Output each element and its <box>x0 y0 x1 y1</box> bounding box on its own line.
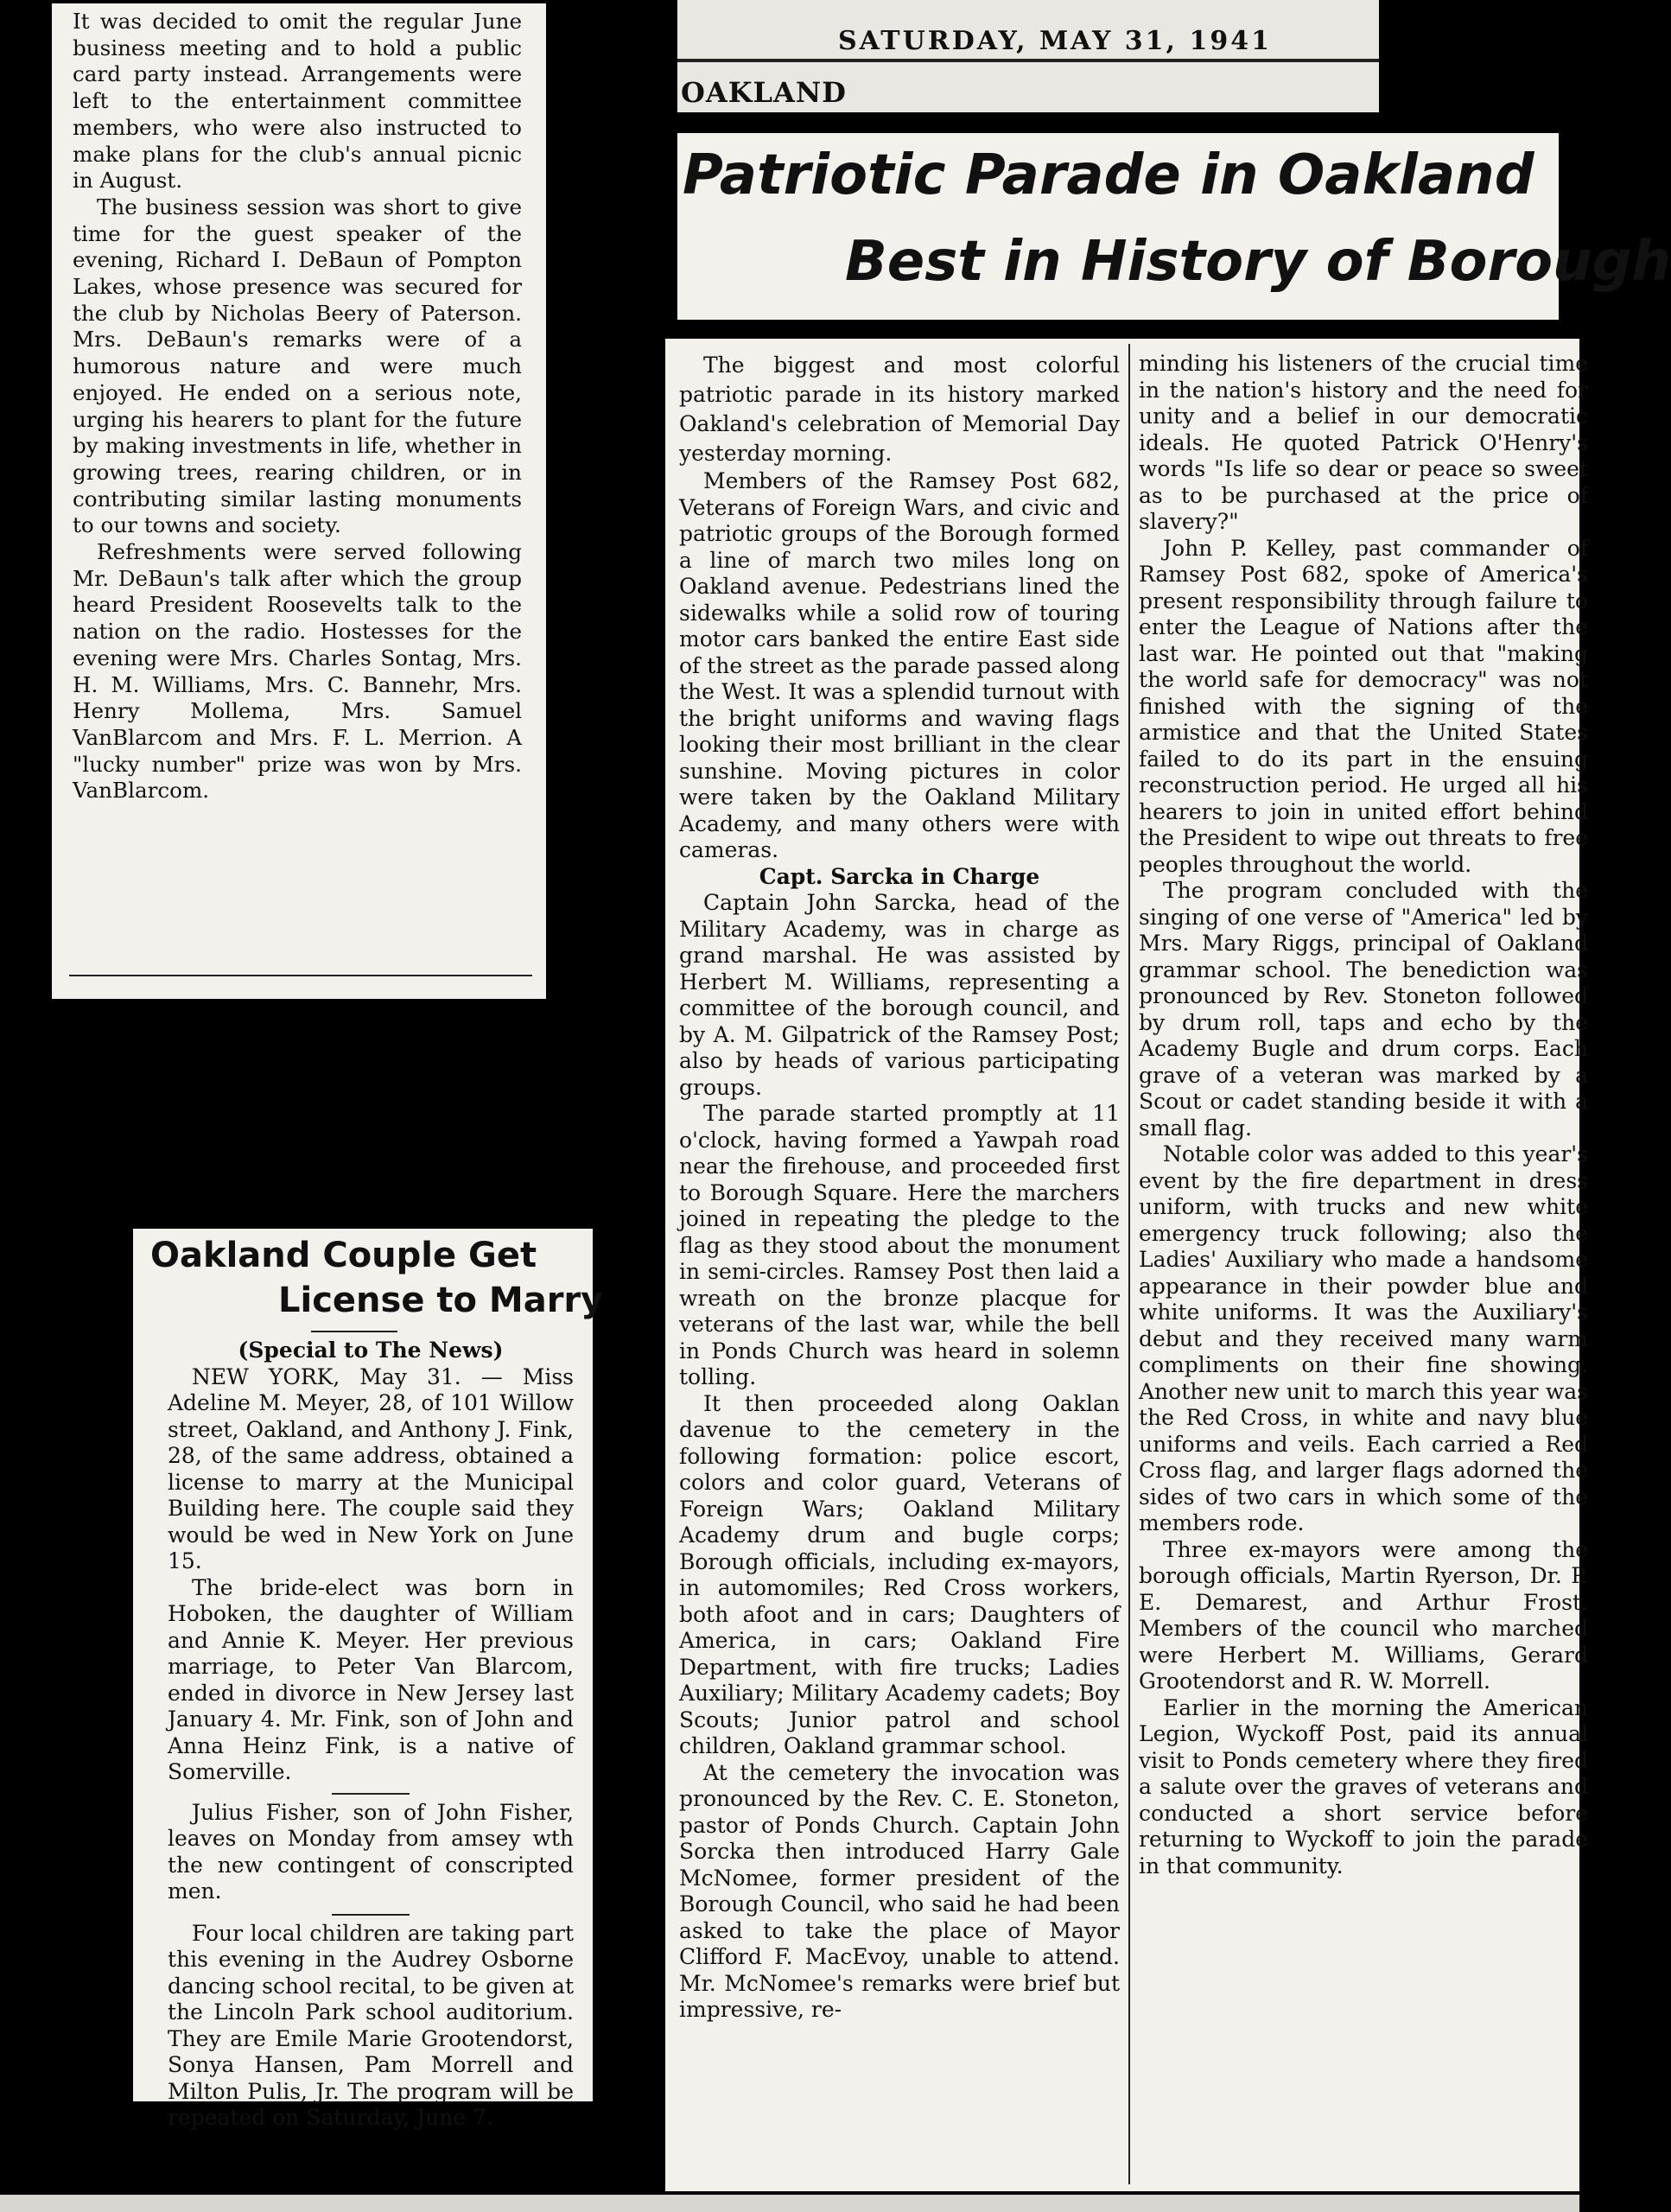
parade-paragraph: Earlier in the morning the American Legion, Wyckoff Post, paid its annual visit to Ponds cemetery where they fired a salute over the graves of veterans and conducted a short service before returning to Wyckoff to join the parade in that community. <box>1139 1694 1588 1878</box>
club-meeting-text <box>73 9 522 804</box>
parade-paragraph: The parade started promptly at 11 o'clock, having formed a Yawpah road near the firehouse, and proceeded first to Borough Square. Here the marchers joined in repeating the pledge to the flag as they stood about the monument in semi-circles. Ramsey Post then laid a wreath on the bronze placque for veterans of the last war, while the bell in Ponds Church was heard in solemn tolling. <box>679 1101 1120 1389</box>
couple-headline-line2: License to Marry <box>278 1281 604 1320</box>
column-rule <box>69 975 532 976</box>
masthead-rule <box>677 59 1379 62</box>
parade-column-2 <box>1139 351 1588 1879</box>
club-paragraph: It was decided to omit the regular June business meeting and to hold a public card party instead. Arrangements were left to the entertainment committee members, who were also instructed to make plans for the club's annual picnic in August. <box>73 9 522 194</box>
column-divider <box>1128 344 1130 2184</box>
parade-headline-line1: Patriotic Parade in Oakland <box>683 143 1534 207</box>
masthead-date: SATURDAY, MAY 31, 1941 <box>838 26 1272 56</box>
parade-headline-line2: Best in History of Borough <box>845 230 1671 294</box>
item-rule <box>332 1914 410 1916</box>
couple-text <box>168 1338 574 2132</box>
parade-paragraph: The program concluded with the singing of one verse of "America" led by Mrs. Mary Riggs, principal of Oakland grammar school. The benediction was pronounced by Rev. Stoneton followed by drum roll, taps and echo by the Academy Bugle and drum corps. Each grave of a veteran was marked by a Scout or cadet standing beside it with a small flag. <box>1139 878 1588 1141</box>
clipping-masthead <box>677 0 1379 112</box>
clipping-marriage-license <box>133 1229 604 2130</box>
club-paragraph: Refreshments were served following Mr. DeBaun's talk after which the group heard President Roosevelts talk to the nation on the radio. Hostesses for the evening were Mrs. Charles Sontag, Mrs. H. M. Williams, Mrs. C. Bannehr, Mrs. Henry Mollema, Mrs. Samuel VanBlarcom and Mrs. F. L. Merrion. A "lucky number" prize was won by Mrs. VanBlarcom. <box>73 539 522 804</box>
parade-column-1 <box>679 351 1120 2024</box>
fisher-item: Julius Fisher, son of John Fisher, leaves on Monday from amsey wth the new contingent of conscripted men. <box>168 1799 574 1904</box>
parade-subhead: Capt. Sarcka in Charge <box>759 863 1040 889</box>
parade-paragraph: minding his listeners of the crucial time in the nation's history and the need for unity and a belief in our democratic ideals. He quoted Patrick O'Henry's words "Is life so dear or peace so sweet as to be purchased at the price of slavery?" <box>1139 351 1588 534</box>
club-paragraph: The business session was short to give time for the guest speaker of the evening, Richard I. DeBaun of Pompton Lakes, whose presence was secured for the club by Nicholas Beery of Paterson. Mrs. DeBaun's remarks were of a humorous nature and were much enjoyed. He ended on a serious note, urging his hearers to plant for the future by making investments in life, whether in growing trees, rearing children, or in contributing similar lasting monuments to our towns and society. <box>73 194 522 538</box>
parade-paragraph: Members of the Ramsey Post 682, Veterans of Foreign Wars, and civic and patriotic groups of the Borough formed a line of march two miles long on Oakland avenue. Pedestrians lined the sidewalks while a solid row of touring motor cars banked the entire East side of the street as the parade passed along the West. It was a splendid turnout with the bright uniforms and waving flags looking their most brilliant in the clear sunshine. Moving pictures in color were taken by the Oakland Military Academy, and many others were with cameras. <box>679 468 1120 862</box>
clipping-parade-body <box>665 339 1588 2191</box>
headline-rule <box>311 1331 397 1332</box>
special-credit: (Special to The News) <box>238 1338 504 1363</box>
parade-paragraph: Three ex-mayors were among the borough officials, Martin Ryerson, Dr. P. E. Demarest, and Arthur Frost. Members of the council who marched were Herbert M. Williams, Gerard Grootendorst and R. W. Morrell. <box>1139 1536 1588 1694</box>
parade-paragraph: It then proceeded along Oaklan davenue to the cemetery in the following formation: police escort, colors and color guard, Veterans of Foreign Wars; Oakland Military Academy drum and bugle corps; Borough officials, including ex-mayors, in automomiles; Red Cross workers, both afoot and in cars; Daughters of America, in cars; Oakland Fire Department, with fire trucks; Ladies Auxiliary; Military Academy cadets; Boy Scouts; Junior patrol and school children, Oakland grammar school. <box>679 1390 1120 1758</box>
parade-paragraph: At the cemetery the invocation was pronounced by the Rev. C. E. Stoneton, pastor of Ponds Church. Captain John Sorcka then introduced Harry Gale McNomee, former president of the Borough Council, who said he had been asked to take the place of Mayor Clifford F. MacEvoy, unable to attend. Mr. McNomee's remarks were brief but impressive, re- <box>679 1759 1120 2022</box>
section-label: OAKLAND <box>681 76 847 109</box>
clipping-club-meeting <box>52 3 546 999</box>
bottom-strip <box>0 2195 1579 2212</box>
couple-headline-line1: Oakland Couple Get <box>150 1236 537 1275</box>
parade-paragraph: Notable color was added to this year's event by the fire department in dress uniform, with trucks and new white emergency truck following; also the Ladies' Auxiliary who made a handsome appearance in their powder blue and white uniforms. It was the Auxiliary's debut and they received many warm compliments on their fine showing. Another new unit to march this year was the Red Cross, in white and navy blue uniforms and veils. Each carried a Red Cross flag, and larger flags adorned the sides of two cars in which some of the members rode. <box>1139 1141 1588 1535</box>
item-rule <box>332 1793 410 1795</box>
parade-paragraph: The biggest and most colorful patriotic parade in its history marked Oakland's celebration of Memorial Day yesterday morning. <box>679 353 1120 466</box>
clipping-parade-headline <box>677 133 1671 320</box>
recital-item: Four local children are taking part this evening in the Audrey Osborne dancing school recital, to be given at the Lincoln Park school auditorium. They are Emile Marie Grootendorst, Sonya Hansen, Pam Morrell and Milton Pulis, Jr. The program will be repeated on Saturday, June 7. <box>168 1920 574 2130</box>
parade-paragraph: Captain John Sarcka, head of the Military Academy, was in charge as grand marshal. He was assisted by Herbert M. Williams, representing a committee of the borough council, and by A. M. Gilpatrick of the Ramsey Post; also by heads of various participating groups. <box>679 890 1120 1100</box>
couple-paragraph: The bride-elect was born in Hoboken, the daughter of William and Annie K. Meyer. Her previous marriage, to Peter Van Blarcom, ended in divorce in New Jersey last January 4. Mr. Fink, son of John and Anna Heinz Fink, is a native of Somerville. <box>168 1574 574 1784</box>
couple-paragraph: NEW YORK, May 31. — Miss Adeline M. Meyer, 28, of 101 Willow street, Oakland, and Anthony J. Fink, 28, of the same address, obtained a license to marry at the Municipal Building here. The couple said they would be wed in New York on June 15. <box>168 1363 574 1573</box>
parade-paragraph: John P. Kelley, past commander of Ramsey Post 682, spoke of America's present responsibility through failure to enter the League of Nations after the last war. He pointed out that "making the world safe for democracy" was not finished with the signing of the armistice and that the United States failed to do its part in the ensuing reconstruction period. He urged all his hearers to join in united effort behind the President to wipe out threats to free peoples throughout the world. <box>1139 535 1588 877</box>
